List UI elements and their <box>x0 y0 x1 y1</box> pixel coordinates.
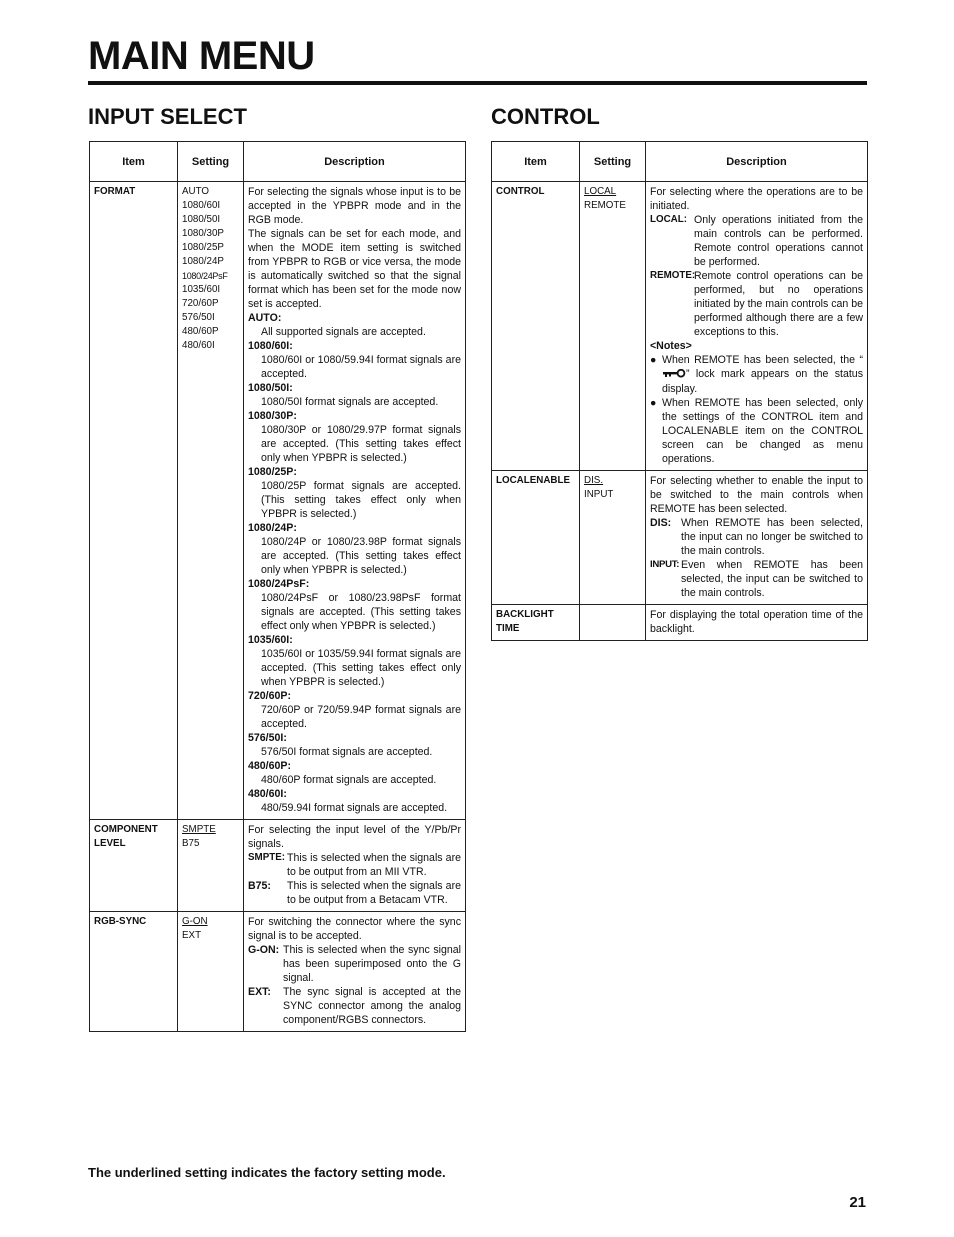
setting-option: REMOTE <box>584 200 626 211</box>
setting-option-default: SMPTE <box>182 824 216 835</box>
setting-control <box>580 182 646 471</box>
option-text: 1080/24P or 1080/23.98P format signals are accepted. (This setting takes effect only when YPBPR is selected.) <box>261 536 461 576</box>
setting-option: 576/50I <box>182 312 215 323</box>
setting-option: 1080/24P <box>182 256 224 267</box>
header-setting: Setting <box>178 142 244 182</box>
header-description: Description <box>646 142 868 182</box>
option-label: 1080/25P: <box>248 466 297 478</box>
note-text-part: ” lock mark appears on the status display. <box>662 368 863 395</box>
item-format: FORMAT <box>90 182 178 820</box>
setting-option: 480/60I <box>182 340 215 351</box>
item-localenable: LOCALENABLE <box>492 471 580 605</box>
table-row-component-level <box>90 820 466 912</box>
definition <box>248 879 461 907</box>
definition-text: Even when REMOTE has been selected, the input can be switched to the main controls. <box>681 559 863 599</box>
option-text: 720/60P or 720/59.94P format signals are accepted. <box>261 704 461 730</box>
definition <box>650 516 863 558</box>
option-text: 480/60P format signals are accepted. <box>261 774 437 786</box>
bullet: ● <box>650 397 657 409</box>
note-text-part: When REMOTE has been selected, the “ <box>662 354 863 366</box>
setting-option: 480/60P <box>182 326 219 337</box>
setting-option: B75 <box>182 838 200 849</box>
header-description: Description <box>244 142 466 182</box>
description-text: For switching the connector where the sync signal is to be accepted. <box>248 916 461 942</box>
bullet: ● <box>650 354 657 366</box>
definition <box>650 269 863 339</box>
setting-rgb-sync <box>178 912 244 1032</box>
footnote: The underlined setting indicates the factory setting mode. <box>88 1165 446 1180</box>
option-label: 1035/60I: <box>248 634 293 646</box>
item-rgb-sync: RGB-SYNC <box>90 912 178 1032</box>
definition-label: DIS: <box>650 517 672 529</box>
header-setting: Setting <box>580 142 646 182</box>
definition-label: B75: <box>248 880 271 892</box>
table-header-row <box>90 142 466 182</box>
option-text: 1035/60I or 1035/59.94I format signals are accepted. (This setting takes effect only when YPBPR is selected.) <box>261 648 461 688</box>
setting-option: AUTO <box>182 186 210 197</box>
option-text: 1080/25P format signals are accepted. (This setting takes effect only when YPBPR is selected.) <box>261 480 461 520</box>
page-title: MAIN MENU <box>88 34 315 78</box>
option-label: 1080/24P: <box>248 522 297 534</box>
setting-option: EXT <box>182 930 202 941</box>
description-text: The signals can be set for each mode, and when the MODE item setting is switched from YPBPR to RGB or vice versa, the mode is automatically switched so that the signal format which has been set for the mode now set is accepted. <box>248 228 461 310</box>
definition-label: INPUT: <box>650 559 680 570</box>
setting-option: 1080/60I <box>182 200 221 211</box>
definition <box>650 558 863 600</box>
definition <box>248 851 461 879</box>
control-heading: CONTROL <box>491 104 600 129</box>
note-text <box>662 353 863 396</box>
option-label: 1080/60I: <box>248 340 293 352</box>
setting-option-default: G-ON <box>182 916 208 927</box>
setting-option-default: LOCAL <box>584 186 617 197</box>
setting-option: 720/60P <box>182 298 219 309</box>
definition <box>248 985 461 1027</box>
definition-text: Remote control operations can be performed, but no operations initiated by the main controls can be performed although there are a few exceptions to this. <box>694 270 864 338</box>
description-control <box>646 182 868 471</box>
option-text: 1080/30P or 1080/29.97P format signals are accepted. (This setting takes effect only when YPBPR is selected.) <box>261 424 461 464</box>
option-label: 720/60P: <box>248 690 291 702</box>
key-lock-icon <box>662 368 686 382</box>
description-backlight-time <box>646 605 868 641</box>
definition-text: This is selected when the signals are to be output from an MII VTR. <box>287 852 461 878</box>
description-text: For selecting the input level of the Y/Pb/Pr signals. <box>248 824 461 850</box>
definition-label: SMPTE: <box>248 852 286 863</box>
definition-text: The sync signal is accepted at the SYNC connector among the analog component/RGBS connectors. <box>283 986 461 1026</box>
setting-component-level <box>178 820 244 912</box>
option-text: 1080/50I format signals are accepted. <box>261 396 439 408</box>
table-row-rgb-sync <box>90 912 466 1032</box>
setting-option: INPUT <box>584 489 614 500</box>
description-rgb-sync <box>244 912 466 1032</box>
definition-text: This is selected when the signals are to be output from a Betacam VTR. <box>287 880 461 906</box>
option-text: 480/59.94I format signals are accepted. <box>261 802 448 814</box>
header-item: Item <box>492 142 580 182</box>
option-text: 1080/60I or 1080/59.94I format signals are accepted. <box>261 354 461 380</box>
title-rule <box>88 81 867 85</box>
table-row-localenable <box>492 471 868 605</box>
item-backlight-time: BACKLIGHT TIME <box>492 605 580 641</box>
setting-localenable <box>580 471 646 605</box>
option-label: 480/60I: <box>248 788 287 800</box>
setting-option: 1080/30P <box>182 228 224 239</box>
setting-option: 1035/60I <box>182 284 221 295</box>
option-text: All supported signals are accepted. <box>261 326 426 338</box>
definition <box>248 943 461 985</box>
input-select-heading: INPUT SELECT <box>88 104 247 129</box>
definition-label: REMOTE: <box>650 270 696 281</box>
option-label: AUTO: <box>248 312 282 324</box>
definition-text: This is selected when the sync signal has been superimposed onto the G signal. <box>283 944 461 984</box>
notes-label: <Notes> <box>650 340 692 352</box>
option-label: 576/50I: <box>248 732 287 744</box>
option-text: 1080/24PsF or 1080/23.98PsF format signals are accepted. (This setting takes effect only when YPBPR is selected.) <box>261 592 461 632</box>
option-label: 1080/24PsF: <box>248 578 310 590</box>
setting-option-default: DIS. <box>584 475 604 486</box>
option-label: 1080/30P: <box>248 410 297 422</box>
setting-option: 1080/50I <box>182 214 221 225</box>
item-component-level <box>90 820 178 912</box>
definition <box>650 213 863 269</box>
definition-label: LOCAL: <box>650 214 688 225</box>
note-text: When REMOTE has been selected, only the settings of the CONTROL item and LOCALENABLE item on the CONTROL screen can be changed as menu operations. <box>662 397 863 465</box>
setting-option: 1080/25P <box>182 242 224 253</box>
item-label-line: LEVEL <box>94 838 126 849</box>
description-text: For selecting where the operations are to be initiated. <box>650 186 863 212</box>
description-component-level <box>244 820 466 912</box>
note-item <box>650 353 863 396</box>
option-label: 1080/50I: <box>248 382 293 394</box>
description-text: For selecting whether to enable the input to be switched to the main controls when REMOTE has been selected. <box>650 475 863 515</box>
page-number: 21 <box>849 1194 866 1211</box>
description-text: For selecting the signals whose input is to be accepted in the YPBPR mode and in the RGB mode. <box>248 186 461 226</box>
definition-label: EXT: <box>248 986 271 998</box>
item-control: CONTROL <box>492 182 580 471</box>
setting-format <box>178 182 244 820</box>
note-item <box>650 396 863 466</box>
table-row-format <box>90 182 466 820</box>
header-item: Item <box>90 142 178 182</box>
table-row-backlight-time <box>492 605 868 641</box>
input-select-table <box>89 141 466 1032</box>
option-text: 576/50I format signals are accepted. <box>261 746 433 758</box>
table-header-row <box>492 142 868 182</box>
table-row-control <box>492 182 868 471</box>
description-format <box>244 182 466 820</box>
option-label: 480/60P: <box>248 760 291 772</box>
setting-backlight-time <box>580 605 646 641</box>
description-text: For displaying the total operation time of the backlight. <box>650 609 863 635</box>
definition-text: Only operations initiated from the main controls can be performed. Remote control operations cannot be performed. <box>694 214 863 268</box>
setting-option: 1080/24PsF <box>182 271 228 281</box>
definition-label: G-ON: <box>248 944 280 956</box>
definition-text: When REMOTE has been selected, the input can no longer be switched to the main controls. <box>681 517 863 557</box>
control-table <box>491 141 868 641</box>
item-label-line: COMPONENT <box>94 824 158 835</box>
description-localenable <box>646 471 868 605</box>
